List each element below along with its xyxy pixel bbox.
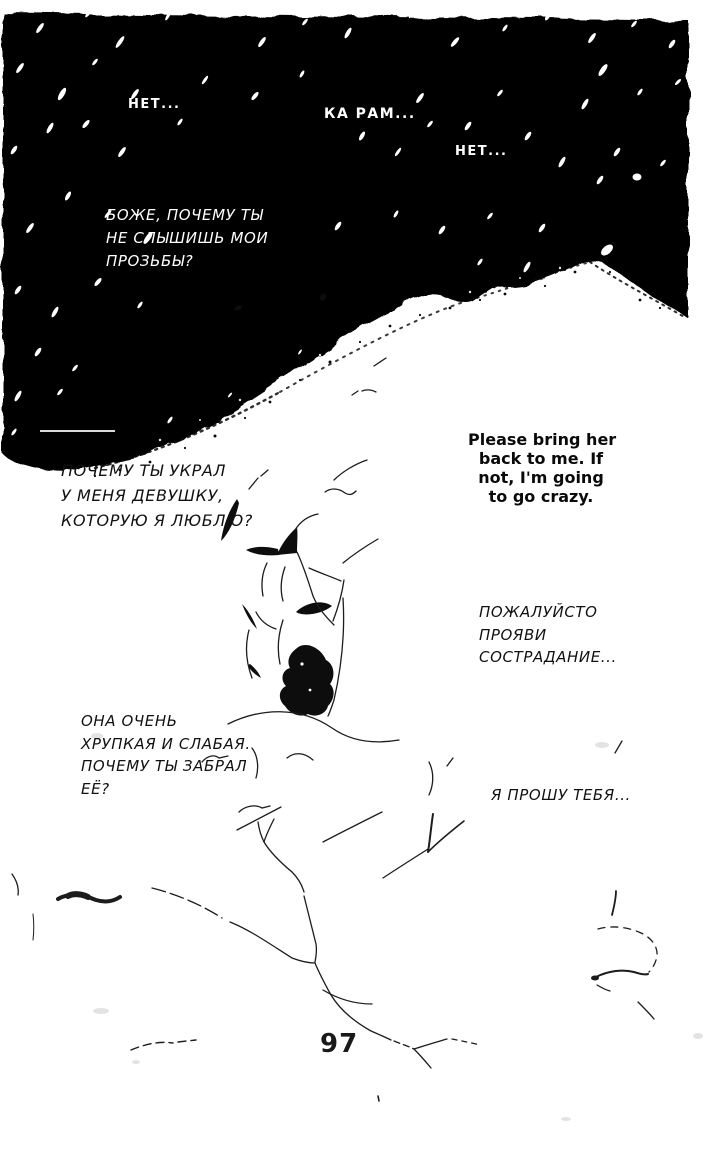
dialogue-line: КОТОРУЮ Я ЛЮБЛЮ? bbox=[61, 511, 253, 530]
blob-sliver bbox=[242, 604, 257, 629]
dialogue-line: back to me. If bbox=[478, 449, 604, 468]
dialogue-line: to go crazy. bbox=[488, 487, 594, 506]
speech-plea-to-god bbox=[106, 204, 268, 273]
sfx-no-right: НЕТ... bbox=[455, 144, 508, 159]
dialogue-line: ПОЧЕМУ ТЫ ЗАБРАЛ bbox=[81, 757, 248, 775]
dialogue-line: СОСТРАДАНИЕ... bbox=[479, 648, 617, 666]
dialogue-line: ПРОЯВИ bbox=[479, 625, 547, 644]
blob-stroke bbox=[246, 547, 279, 555]
speech-fragile-girl bbox=[81, 710, 251, 800]
blob-lens bbox=[296, 602, 332, 614]
dialogue-line: ЕЁ? bbox=[81, 779, 110, 798]
page-number: 97 bbox=[320, 1029, 359, 1059]
dialogue-line: not, I'm going bbox=[478, 468, 604, 487]
dialogue-line: НЕ СЛЫШИШЬ МОИ bbox=[106, 229, 269, 247]
speech-compassion-plea bbox=[479, 601, 617, 669]
squiggle-blob bbox=[591, 976, 599, 981]
blob-large bbox=[280, 645, 334, 716]
speech-english-plea bbox=[468, 430, 617, 506]
dialogue-line: ПРОЗЬБЫ? bbox=[106, 252, 194, 270]
dialogue-line: ПОЧЕМУ ТЫ УКРАЛ bbox=[61, 461, 227, 480]
speech-begging: Я ПРОШУ ТЕБЯ... bbox=[491, 786, 631, 804]
dialogue-line: Please bring her bbox=[468, 430, 617, 449]
dialogue-line: У МЕНЯ ДЕВУШКУ, bbox=[61, 486, 224, 505]
blob-wedge bbox=[277, 527, 297, 555]
sfx-no-left: НЕТ... bbox=[128, 97, 181, 112]
dialogue-line: ХРУПКАЯ И СЛАБАЯ. bbox=[81, 734, 251, 753]
speech-accusation bbox=[61, 458, 253, 533]
dialogue-line: ОНА ОЧЕНЬ bbox=[81, 712, 178, 730]
dialogue-line: БОЖЕ, ПОЧЕМУ ТЫ bbox=[106, 206, 264, 224]
dialogue-line: ПОЖАЛУЙСТО bbox=[479, 603, 598, 621]
sfx-ka-ram: КА РАМ... bbox=[324, 106, 416, 122]
